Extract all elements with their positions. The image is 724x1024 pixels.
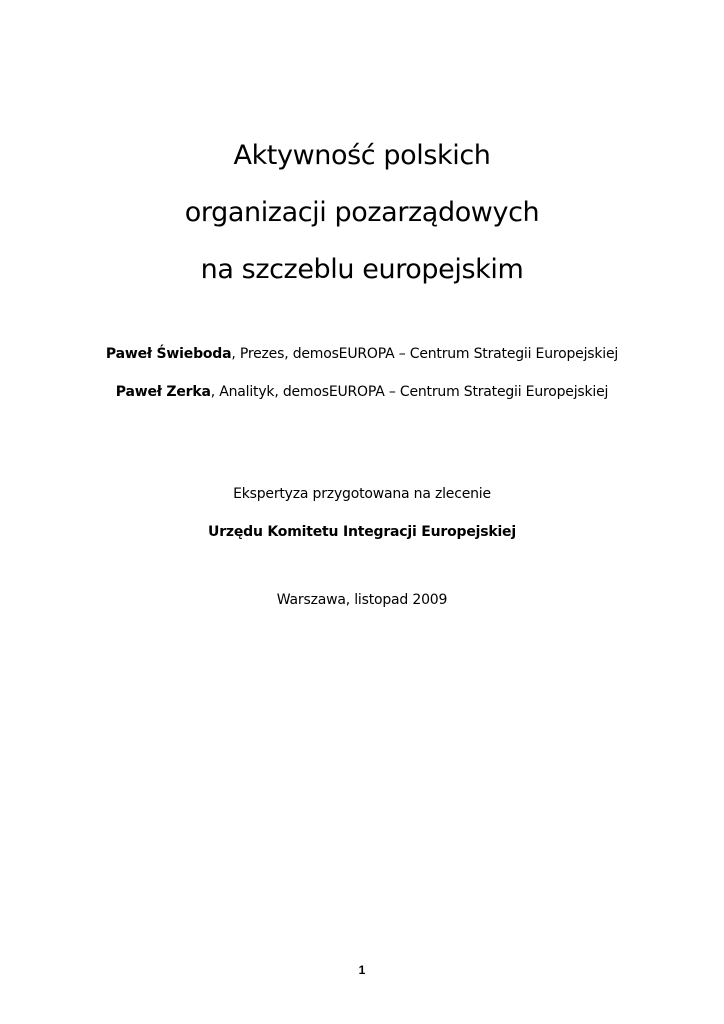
title-line-3: na szczeblu europejskim xyxy=(200,254,524,285)
author-role: , Prezes, demosEUROPA – Centrum Strategii Europejskiej xyxy=(231,346,619,362)
commission-intro: Ekspertyza przygotowana na zlecenie xyxy=(233,486,491,502)
author-line-1 xyxy=(0,345,724,363)
author-name: Paweł Świeboda xyxy=(105,346,232,362)
author-line-2 xyxy=(0,383,724,401)
author-role: , Analityk, demosEUROPA – Centrum Strategii Europejskiej xyxy=(210,384,609,400)
title-line-1: Aktywność polskich xyxy=(233,140,491,171)
commission-organization: Urzędu Komitetu Integracji Europejskiej xyxy=(208,524,516,540)
place-date: Warszawa, listopad 2009 xyxy=(276,592,448,608)
page-number: 1 xyxy=(358,963,366,977)
title-line-2: organizacji pozarządowych xyxy=(184,197,540,228)
author-name: Paweł Zerka xyxy=(115,384,211,400)
